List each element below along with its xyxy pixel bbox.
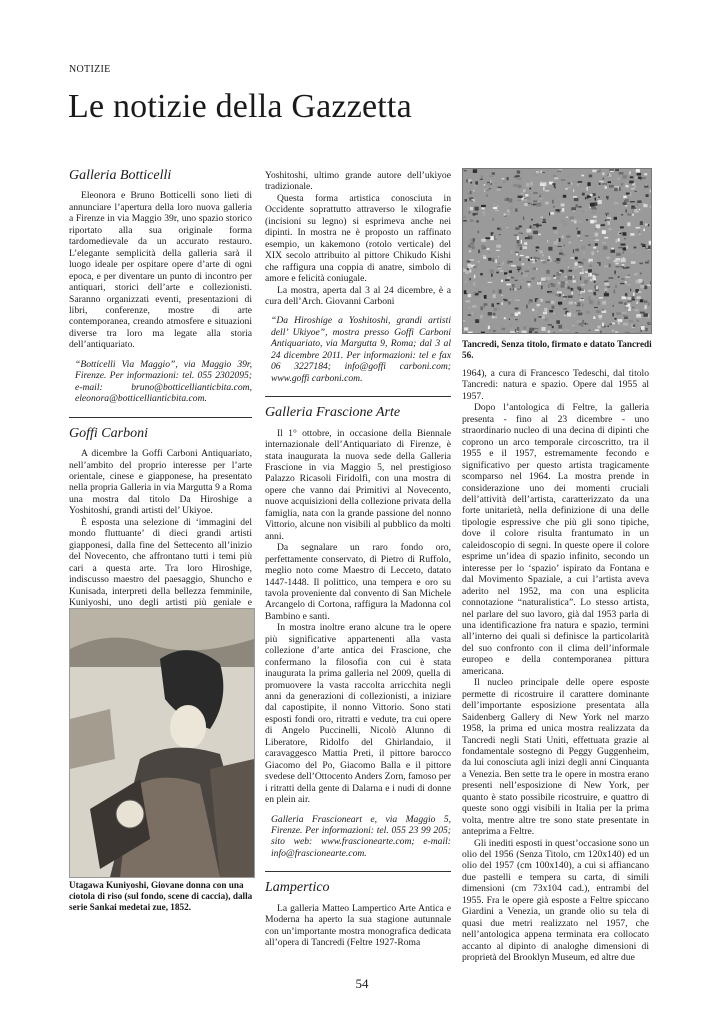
paragraph: 1964), a cura di Francesco Tedeschi, dal titolo Tancredi: natura e spazio. Opere dal 1955 al 1957.: [462, 368, 649, 402]
paragraph: A dicembre la Goffi Carboni Antiquariato, nell’ambito del proprio interesse per l’arte orientale, cinese e giapponese, ha presentato nella propria Galleria in via Margutta 9 a Roma una mostra dal titolo Da Hiroshige a Yoshitoshi, grandi artisti del’ Ukiyoe.: [69, 448, 252, 517]
paragraph: Il nucleo principale delle opere esposte permette di ricostruire il carattere dominante dell’importante esposizione presentata alla Saidenberg Gallery di New York nel marzo 1958, la prima ed unica mostra realizzata da Tancredi negli Stati Uniti, effettuata grazie al fondamentale sostegno di Peggy Guggenheim, da lui conosciuta agli inizi degli anni Cinquanta a Venezia. Ben sette tra le opere in mostra erano presenti nell’esposizione di New York, per quanto è stato possibile ricostruire, e quattro di queste sono oggi visibili in Italia per la prima volta, mentre altre tre sono state presentate in anteprima a Feltre.: [462, 677, 649, 838]
column-1: [69, 170, 252, 620]
heading-botticelli: Galleria Botticelli: [69, 168, 172, 183]
page-number: 54: [355, 976, 369, 991]
tancredi-painting-image: [462, 168, 652, 334]
heading-goffi-carboni: Goffi Carboni: [69, 425, 148, 441]
divider: [265, 871, 451, 872]
info-frascione: Galleria Frascioneart e, via Maggio 5, Firenze. Per informazioni: tel. 055 23 99 205; sito web: www.frascionearte.com; e-mail: info@frascionearte.com.: [271, 813, 451, 859]
paragraph: Yoshitoshi, ultimo grande autore dell’ukiyoe tradizionale.: [265, 170, 451, 193]
paragraph: Il 1° ottobre, in occasione della Biennale internazionale dell’Antiquariato di Firenze, è stata inaugurata la nuova sede della Galleria Frascione in via Maggio 5, nel prestigioso Palazzo Ricasoli Firidolfi, con una mostra di opere che vanno dai Primitivi al Novecento, nuove acquisizioni della collezione privata della famiglia, nata con la grande passione del nonno Vittorio, alcune non visibili al pubblico da molti anni.: [265, 427, 451, 542]
heading-lampertico: Lampertico: [265, 880, 330, 896]
section-label: NOTIZIE: [69, 64, 111, 75]
heading-frascione: Galleria Frascione Arte: [265, 405, 401, 421]
paragraph: La galleria Matteo Lampertico Arte Antica e Moderna ha aperto la sua stagione autunnale con un’importante mostra monografica dedicata all’opera di Tancredi (Feltre 1927-Roma: [265, 902, 451, 949]
kuniyoshi-print-image: [69, 608, 255, 878]
column-2: [265, 170, 451, 949]
page-title: Le notizie della Gazzetta: [68, 88, 412, 125]
paragraph: Questa forma artistica conosciuta in Occidente soprattutto attraverso le xilografie (incisioni su legno) si esprimeva anche nei dipinti. In mostra ne è proposto un raffinato esempio, un kakemono (rotolo verticale) del XIX secolo attribuito al pittore Chikudo Kishi che raffigura una coppia di anatre, simbolo di amore e felicità coniugale.: [265, 192, 451, 285]
paragraph: Da segnalare un raro fondo oro, perfettamente conservato, di Pietro di Ruffolo, meglio noto come Maestro di Lecceto, datato 1447-1448. Il polittico, una tempera e oro su tavola proveniente dal convento di San Michele Arcangelo di Cortona, raffigura la Madonna col Bambino e santi.: [265, 542, 451, 622]
tancredi-caption: Tancredi, Senza titolo, firmato e datato Tancredi 56.: [462, 339, 652, 360]
paragraph: È esposta una selezione di ‘immagini del mondo fluttuante’ di dieci grandi artisti giapponesi, dalla fine del Settecento all’inizio del Novecento, che affrontano tutti i temi più cari a questa arte. Tra loro Hiroshige, indiscusso maestro del paesaggio, Shuncho e Kunisada, interpreti della bellezza femminile, Kuniyoshi, uno degli artisti più geniale e: [69, 516, 252, 608]
info-goffi-carboni: “Da Hiroshige a Yoshitoshi, grandi artisti dell’ Ukiyoe”, mostra presso Goffi Carboni Antiquariato, via Margutta 9, Roma; dal 3 al 24 dicembre 2011. Per informazioni: tel e fax 06 3227184; info@goffi carboni.com; www.goffi carboni.com.: [271, 315, 451, 384]
kuniyoshi-caption: Utagawa Kuniyoshi, Giovane donna con una ciotola di riso (sul fondo, scene di caccia), dalla serie Sankai medetai zue, 1852.: [69, 880, 253, 912]
divider: [265, 396, 451, 397]
paragraph: Gli inediti esposti in quest’occasione sono un olio del 1956 (Senza Titolo, cm 120x140) ed un olio del 1957 (cm 100x140), a cui si affiancano due pastelli e tempera su carta, di simili dimensioni (cm 73x104 cad.), entrambi del 1955. Fra le opere già esposte a Feltre spiccano Giardini a Venezia, un grande olio su tela di quasi due metri realizzato nel 1957, che nell’antologica appena terminata era collocato accanto al dipinto di analoghe dimensioni di proprietà del Brooklyn Museum, ed altre due: [462, 837, 649, 964]
info-botticelli: “Botticelli Via Maggio”, via Maggio 39r, Firenze. Per informazioni: tel. 055 2302095; e-mail: bruno@botticellianticbita.com, eleonora@botticellianticbita.com.: [75, 358, 252, 405]
paragraph: Eleonora e Bruno Botticelli sono lieti di annunciare l’apertura della loro nuova galleria a Firenze in via Maggio 39r, uno spazio storico riportato alla sua originale forma tardomedievale da un accurato restauro. L’elegante semplicità della galleria sarà il luogo ideale per ospitare opere d’arte di ogni epoca, e per diventare un punto di incontro per antiquari, storici dell’arte e collezionisti. Saranno organizzati eventi, presentazioni di libri, conferenze, mostre di arte contemporanea, creando atmosfere e situazioni diverse tra loro ma legate alla storia dell’antiquariato.: [69, 190, 252, 351]
paragraph: In mostra inoltre erano alcune tra le opere più significative appartenenti alla vasta collezione d’arte antica dei Frascione, che confermano la filosofia con cui è stata inaugurata la prima galleria nel 2009, quella di promuovere la vasta raccolta arricchita negli anni da generazioni di collezionisti, a iniziare dal capostipite, il nonno Vittorio. Sono stati esposti fondi oro, ritratti e vedute, tra cui opere di Angelo Puccinelli, Nicolò Alunno di Liberatore, Ridolfo del Ghirlandaio, il caravaggesco Mattia Preti, il pittore barocco Giacomo del Po, Giacomo Balla e il pittore svedese dell’Ottocento Anders Zorn, famoso per i ritratti della gente di Dalarna e i nudi di donne en plein air.: [265, 622, 451, 806]
paragraph: Dopo l’antologica di Feltre, la galleria presenta - fino al 23 dicembre - uno straordinario nucleo di una decina di dipinti che coprono un arco temporale circoscritto, tra il 1955 e il 1957, estremamente fecondo e significativo per questo artista tragicamente scomparso nel 1964. La mostra prende in considerazione uno dei momenti cruciali dell’attività dell’artista, caratterizzato da una forte unitarietà, nella definizione di una delle tipologie espressive che più gli sono tipiche, dove il colore risulta frantumato in un caleidoscopio di segni. In queste opere il colore esprime un’idea di spazio infinito, secondo un interesse per lo ‘spazio’ ispirato da Fontana e dal Movimento Spaziale, a cui l’artista aveva aderito nel 1952, ma con una esplicita connotazione “naturalistica”. Lo stesso artista, nel parlare del suo lavoro, già dal 1953 parla di una identificazione fra natura e spazio, termini all’interno dei quali si definisce la particolarità del suo confronto con il clima dell’informale europeo e della contemporanea pittura americana.: [462, 402, 649, 677]
paragraph: La mostra, aperta dal 3 al 24 dicembre, è a cura dell’Arch. Giovanni Carboni: [265, 284, 451, 307]
divider: [69, 417, 252, 418]
column-3: [462, 368, 649, 964]
